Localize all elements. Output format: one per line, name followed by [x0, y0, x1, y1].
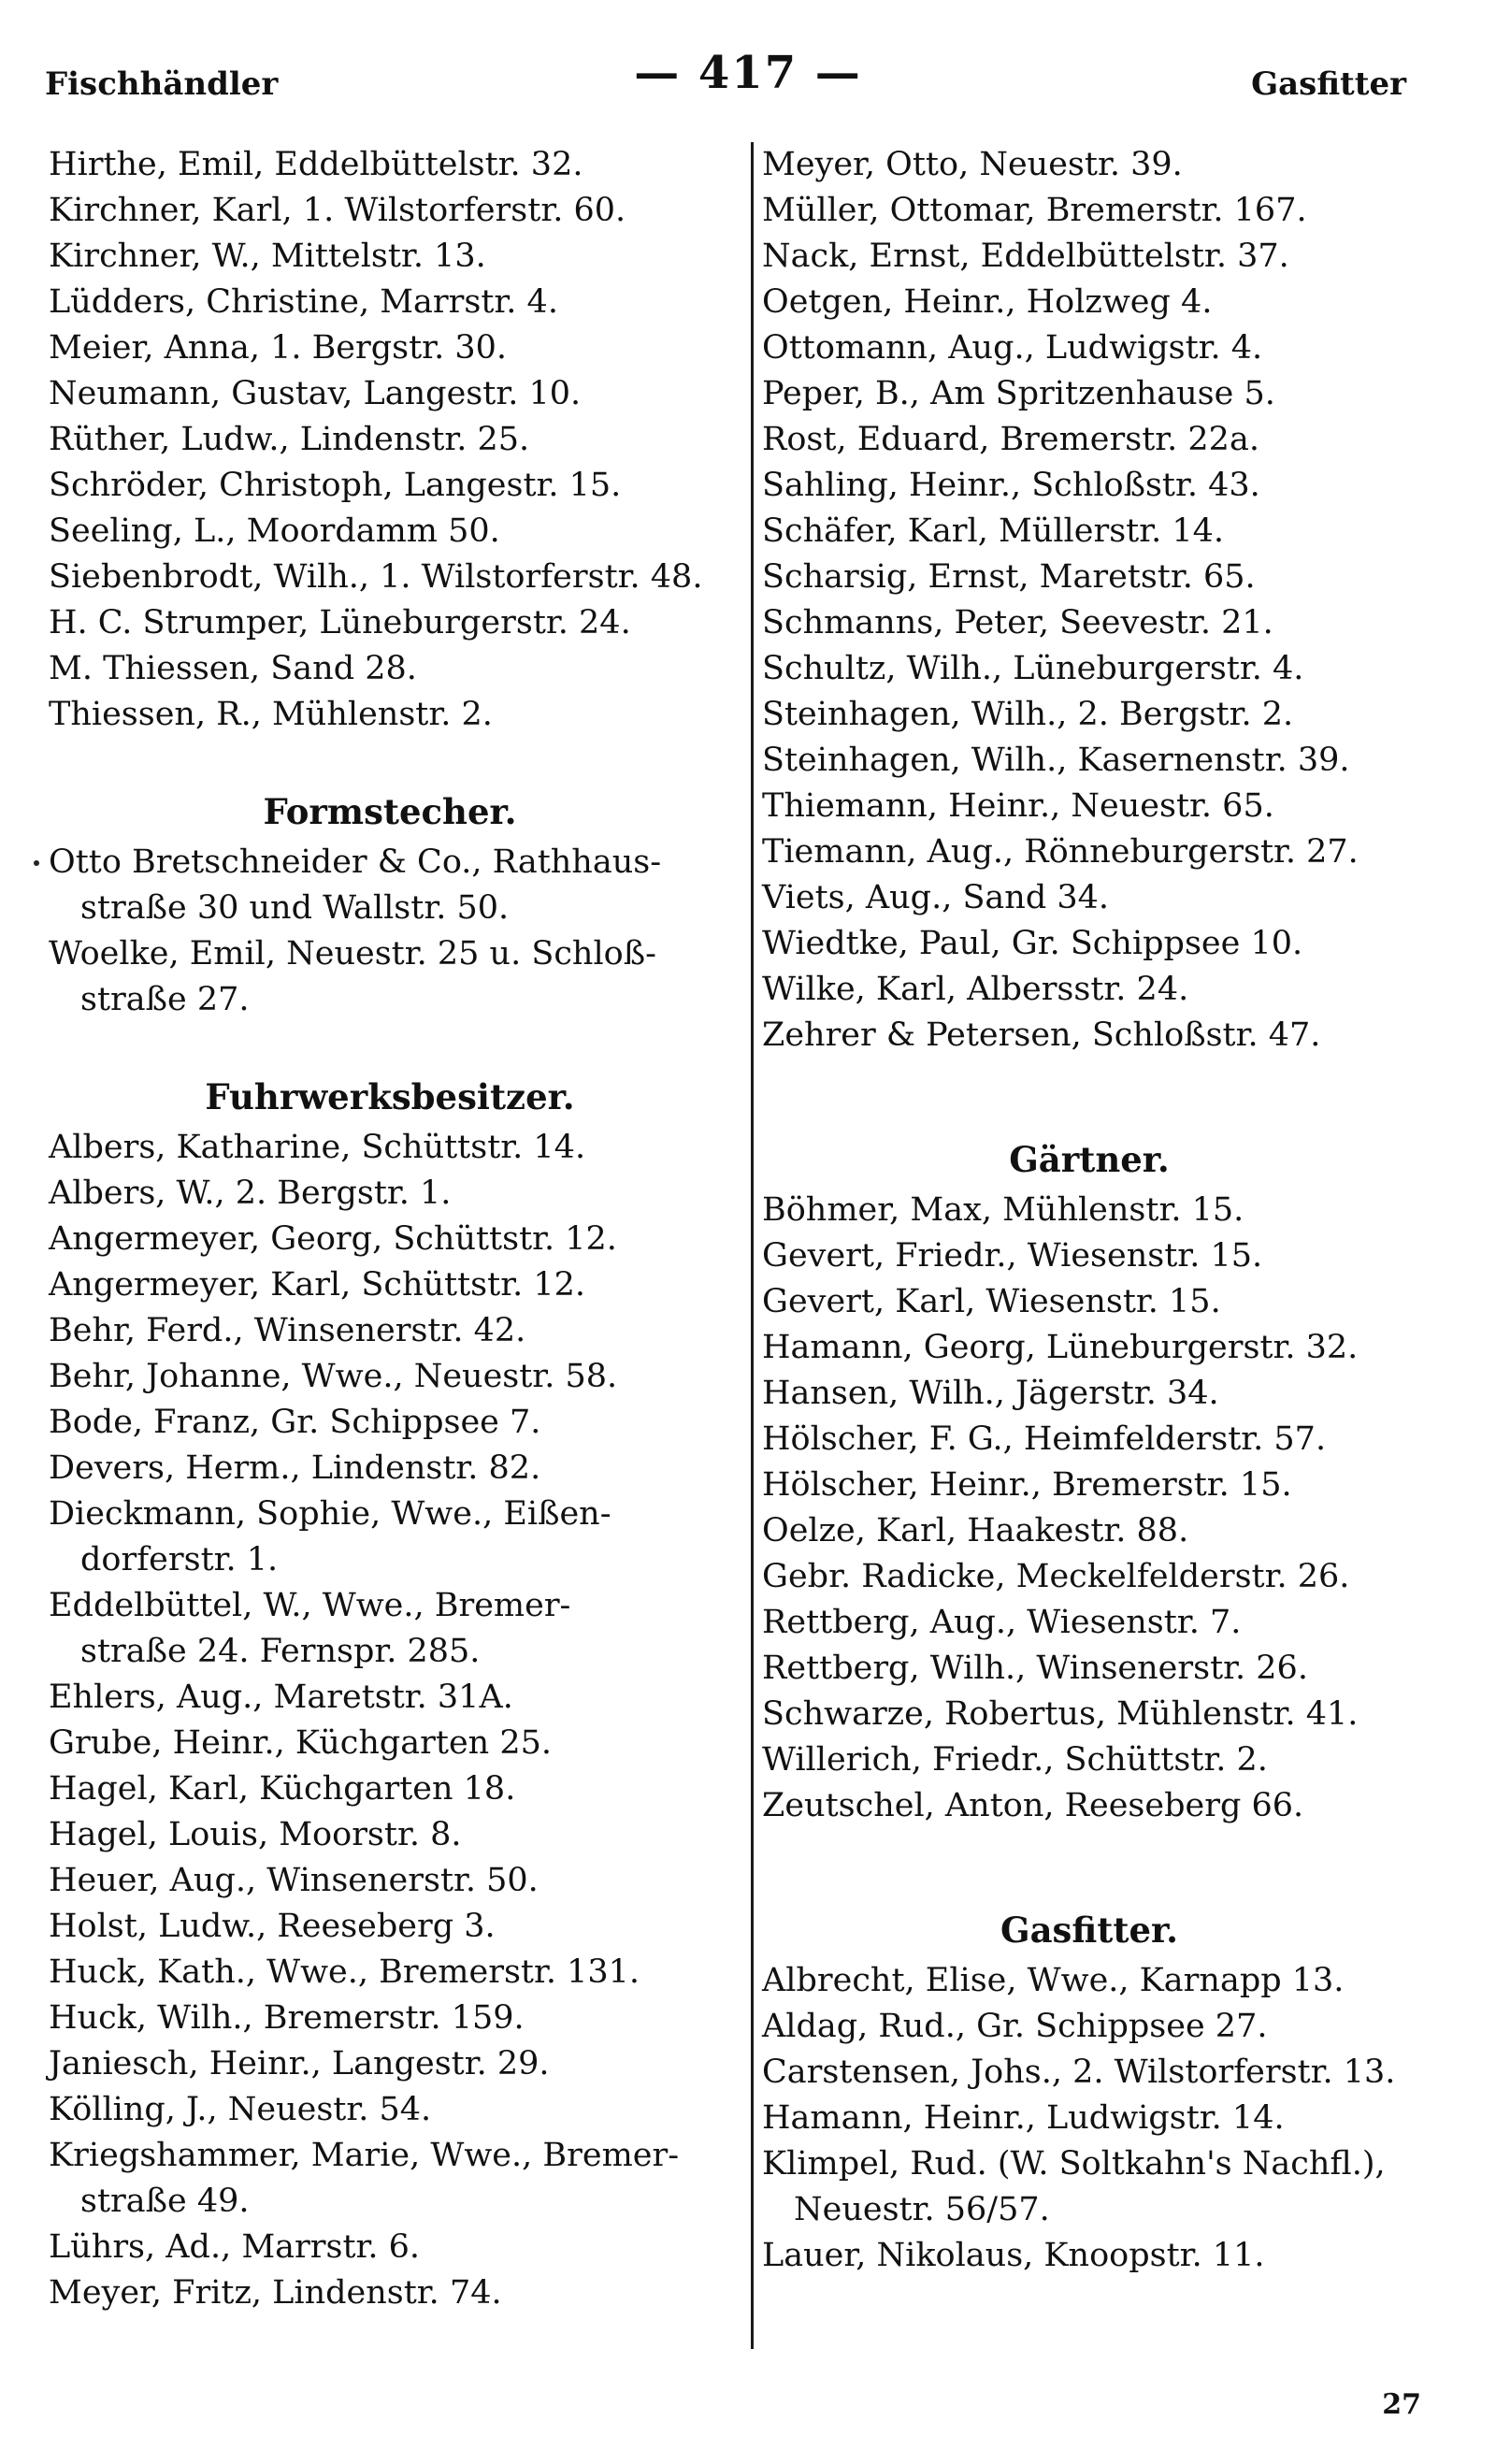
entry: Böhmer, Max, Mühlenstr. 15.: [762, 1191, 1244, 1229]
entry: Hamann, Georg, Lüneburgerstr. 32.: [762, 1329, 1359, 1366]
column-divider: [751, 142, 754, 2349]
entry: Oelze, Karl, Haakestr. 88.: [762, 1512, 1189, 1549]
entry: Behr, Johanne, Wwe., Neuestr. 58.: [49, 1358, 618, 1395]
entry: Rüther, Ludw., Lindenstr. 25.: [49, 421, 530, 458]
entry: Zeutschel, Anton, Reeseberg 66.: [762, 1787, 1304, 1824]
entry-continuation: straße 27.: [80, 981, 250, 1018]
entry: Sahling, Heinr., Schloßstr. 43.: [762, 467, 1260, 504]
entry: Hansen, Wilh., Jägerstr. 34.: [762, 1375, 1219, 1412]
entry: Hölscher, Heinr., Bremerstr. 15.: [762, 1466, 1292, 1504]
entry: Albers, Katharine, Schüttstr. 14.: [49, 1129, 586, 1166]
stray-mark: [34, 860, 39, 866]
entry: Hagel, Louis, Moorstr. 8.: [49, 1816, 462, 1853]
entry: Thiessen, R., Mühlenstr. 2.: [49, 696, 493, 733]
entry: Meyer, Fritz, Lindenstr. 74.: [49, 2274, 502, 2312]
entry: Scharsig, Ernst, Maretstr. 65.: [762, 558, 1256, 596]
section-heading-fuhrwerksbesitzer: Fuhrwerksbesitzer.: [205, 1076, 575, 1117]
entry-continuation: straße 24. Fernspr. 285.: [80, 1633, 481, 1670]
entry: Schmanns, Peter, Seevestr. 21.: [762, 604, 1273, 641]
entry: Meyer, Otto, Neuestr. 39.: [762, 146, 1183, 183]
entry: Huck, Wilh., Bremerstr. 159.: [49, 1999, 525, 2037]
entry: Behr, Ferd., Winsenerstr. 42.: [49, 1312, 526, 1349]
entry: Angermeyer, Karl, Schüttstr. 12.: [49, 1266, 585, 1304]
entry: Oetgen, Heinr., Holzweg 4.: [762, 283, 1213, 321]
entry: Kirchner, W., Mittelstr. 13.: [49, 238, 486, 275]
entry: Otto Bretschneider & Co., Rathhaus-: [49, 843, 662, 881]
entry: Hagel, Karl, Küchgarten 18.: [49, 1770, 516, 1808]
entry: H. C. Strumper, Lüneburgerstr. 24.: [49, 604, 631, 641]
left-column: [49, 142, 731, 2316]
entry-continuation: straße 49.: [80, 2183, 250, 2220]
entry: Gevert, Karl, Wiesenstr. 15.: [762, 1283, 1221, 1320]
entry: Meier, Anna, 1. Bergstr. 30.: [49, 329, 507, 367]
right-column: [762, 142, 1417, 2279]
entry: Steinhagen, Wilh., Kasernenstr. 39.: [762, 742, 1350, 779]
entry: Hölscher, F. G., Heimfelderstr. 57.: [762, 1420, 1327, 1458]
entry: Heuer, Aug., Winsenerstr. 50.: [49, 1862, 539, 1899]
section-heading-gaertner: Gärtner.: [1009, 1139, 1170, 1180]
section-heading-formstecher: Formstecher.: [263, 791, 517, 832]
entry: Aldag, Rud., Gr. Schippsee 27.: [762, 2008, 1268, 2045]
entry: Rettberg, Wilh., Winsenerstr. 26.: [762, 1650, 1308, 1687]
entry: Ehlers, Aug., Maretstr. 31A.: [49, 1679, 513, 1716]
entry: Schröder, Christoph, Langestr. 15.: [49, 467, 622, 504]
entry: Neumann, Gustav, Langestr. 10.: [49, 375, 582, 412]
entry: Albers, W., 2. Bergstr. 1.: [49, 1174, 452, 1212]
entry: Schäfer, Karl, Müllerstr. 14.: [762, 512, 1225, 550]
entry: Dieckmann, Sophie, Wwe., Eißen-: [49, 1495, 611, 1533]
entry: Devers, Herm., Lindenstr. 82.: [49, 1449, 541, 1487]
entry: Ottomann, Aug., Ludwigstr. 4.: [762, 329, 1263, 367]
entry: Albrecht, Elise, Wwe., Karnapp 13.: [762, 1962, 1345, 1999]
entry: Wilke, Karl, Albersstr. 24.: [762, 971, 1189, 1008]
entry: Eddelbüttel, W., Wwe., Bremer-: [49, 1587, 571, 1624]
entry: Woelke, Emil, Neuestr. 25 u. Schloß-: [49, 935, 656, 973]
running-head-left: Fischhändler: [45, 65, 279, 103]
entry: Willerich, Friedr., Schüttstr. 2.: [762, 1741, 1268, 1779]
entry: M. Thiessen, Sand 28.: [49, 650, 417, 687]
entry: Viets, Aug., Sand 34.: [762, 879, 1110, 916]
entry: Thiemann, Heinr., Neuestr. 65.: [762, 787, 1274, 825]
entry: Janiesch, Heinr., Langestr. 29.: [49, 2045, 550, 2082]
entry: Schultz, Wilh., Lüneburgerstr. 4.: [762, 650, 1304, 687]
running-head-right: Gasfitter: [1251, 65, 1406, 103]
entry: Kirchner, Karl, 1. Wilstorferstr. 60.: [49, 192, 626, 229]
entry: Rost, Eduard, Bremerstr. 22a.: [762, 421, 1259, 458]
entry: Zehrer & Petersen, Schloßstr. 47.: [762, 1016, 1321, 1054]
entry: Gevert, Friedr., Wiesenstr. 15.: [762, 1237, 1263, 1275]
entry: Steinhagen, Wilh., 2. Bergstr. 2.: [762, 696, 1294, 733]
entry: Grube, Heinr., Küchgarten 25.: [49, 1724, 553, 1762]
entry: Kölling, J., Neuestr. 54.: [49, 2091, 432, 2128]
entry: Lührs, Ad., Marrstr. 6.: [49, 2228, 421, 2266]
entry: Seeling, L., Moordamm 50.: [49, 512, 500, 550]
entry: Angermeyer, Georg, Schüttstr. 12.: [49, 1220, 617, 1258]
entry: Rettberg, Aug., Wiesenstr. 7.: [762, 1604, 1242, 1641]
entry: Lauer, Nikolaus, Knoopstr. 11.: [762, 2237, 1265, 2274]
entry-continuation: dorferstr. 1.: [80, 1541, 279, 1578]
entry-continuation: straße 30 und Wallstr. 50.: [80, 889, 510, 927]
entry: Nack, Ernst, Eddelbüttelstr. 37.: [762, 238, 1289, 275]
entry: Hirthe, Emil, Eddelbüttelstr. 32.: [49, 146, 583, 183]
entry: Schwarze, Robertus, Mühlenstr. 41.: [762, 1695, 1359, 1733]
entry: Siebenbrodt, Wilh., 1. Wilstorferstr. 48.: [49, 558, 703, 596]
entry: Klimpel, Rud. (W. Soltkahn's Nachfl.),: [762, 2145, 1386, 2183]
entry: Peper, B., Am Spritzenhause 5.: [762, 375, 1275, 412]
page-number: — 417 —: [634, 47, 862, 99]
entry: Tiemann, Aug., Rönneburgerstr. 27.: [762, 833, 1359, 871]
entry: Huck, Kath., Wwe., Bremerstr. 131.: [49, 1953, 640, 1991]
entry: Lüdders, Christine, Marrstr. 4.: [49, 283, 558, 321]
entry: Holst, Ludw., Reeseberg 3.: [49, 1908, 496, 1945]
entry: Gebr. Radicke, Meckelfelderstr. 26.: [762, 1558, 1350, 1595]
entry: Müller, Ottomar, Bremerstr. 167.: [762, 192, 1307, 229]
entry: Wiedtke, Paul, Gr. Schippsee 10.: [762, 925, 1303, 962]
entry: Carstensen, Johs., 2. Wilstorferstr. 13.: [762, 2053, 1396, 2091]
section-heading-gasfitter: Gasfitter.: [1000, 1909, 1178, 1951]
entry-continuation: Neuestr. 56/57.: [794, 2191, 1050, 2228]
entry: Hamann, Heinr., Ludwigstr. 14.: [762, 2099, 1285, 2137]
signature-mark: 27: [1382, 2388, 1421, 2421]
entry: Kriegshammer, Marie, Wwe., Bremer-: [49, 2137, 680, 2174]
entry: Bode, Franz, Gr. Schippsee 7.: [49, 1404, 541, 1441]
